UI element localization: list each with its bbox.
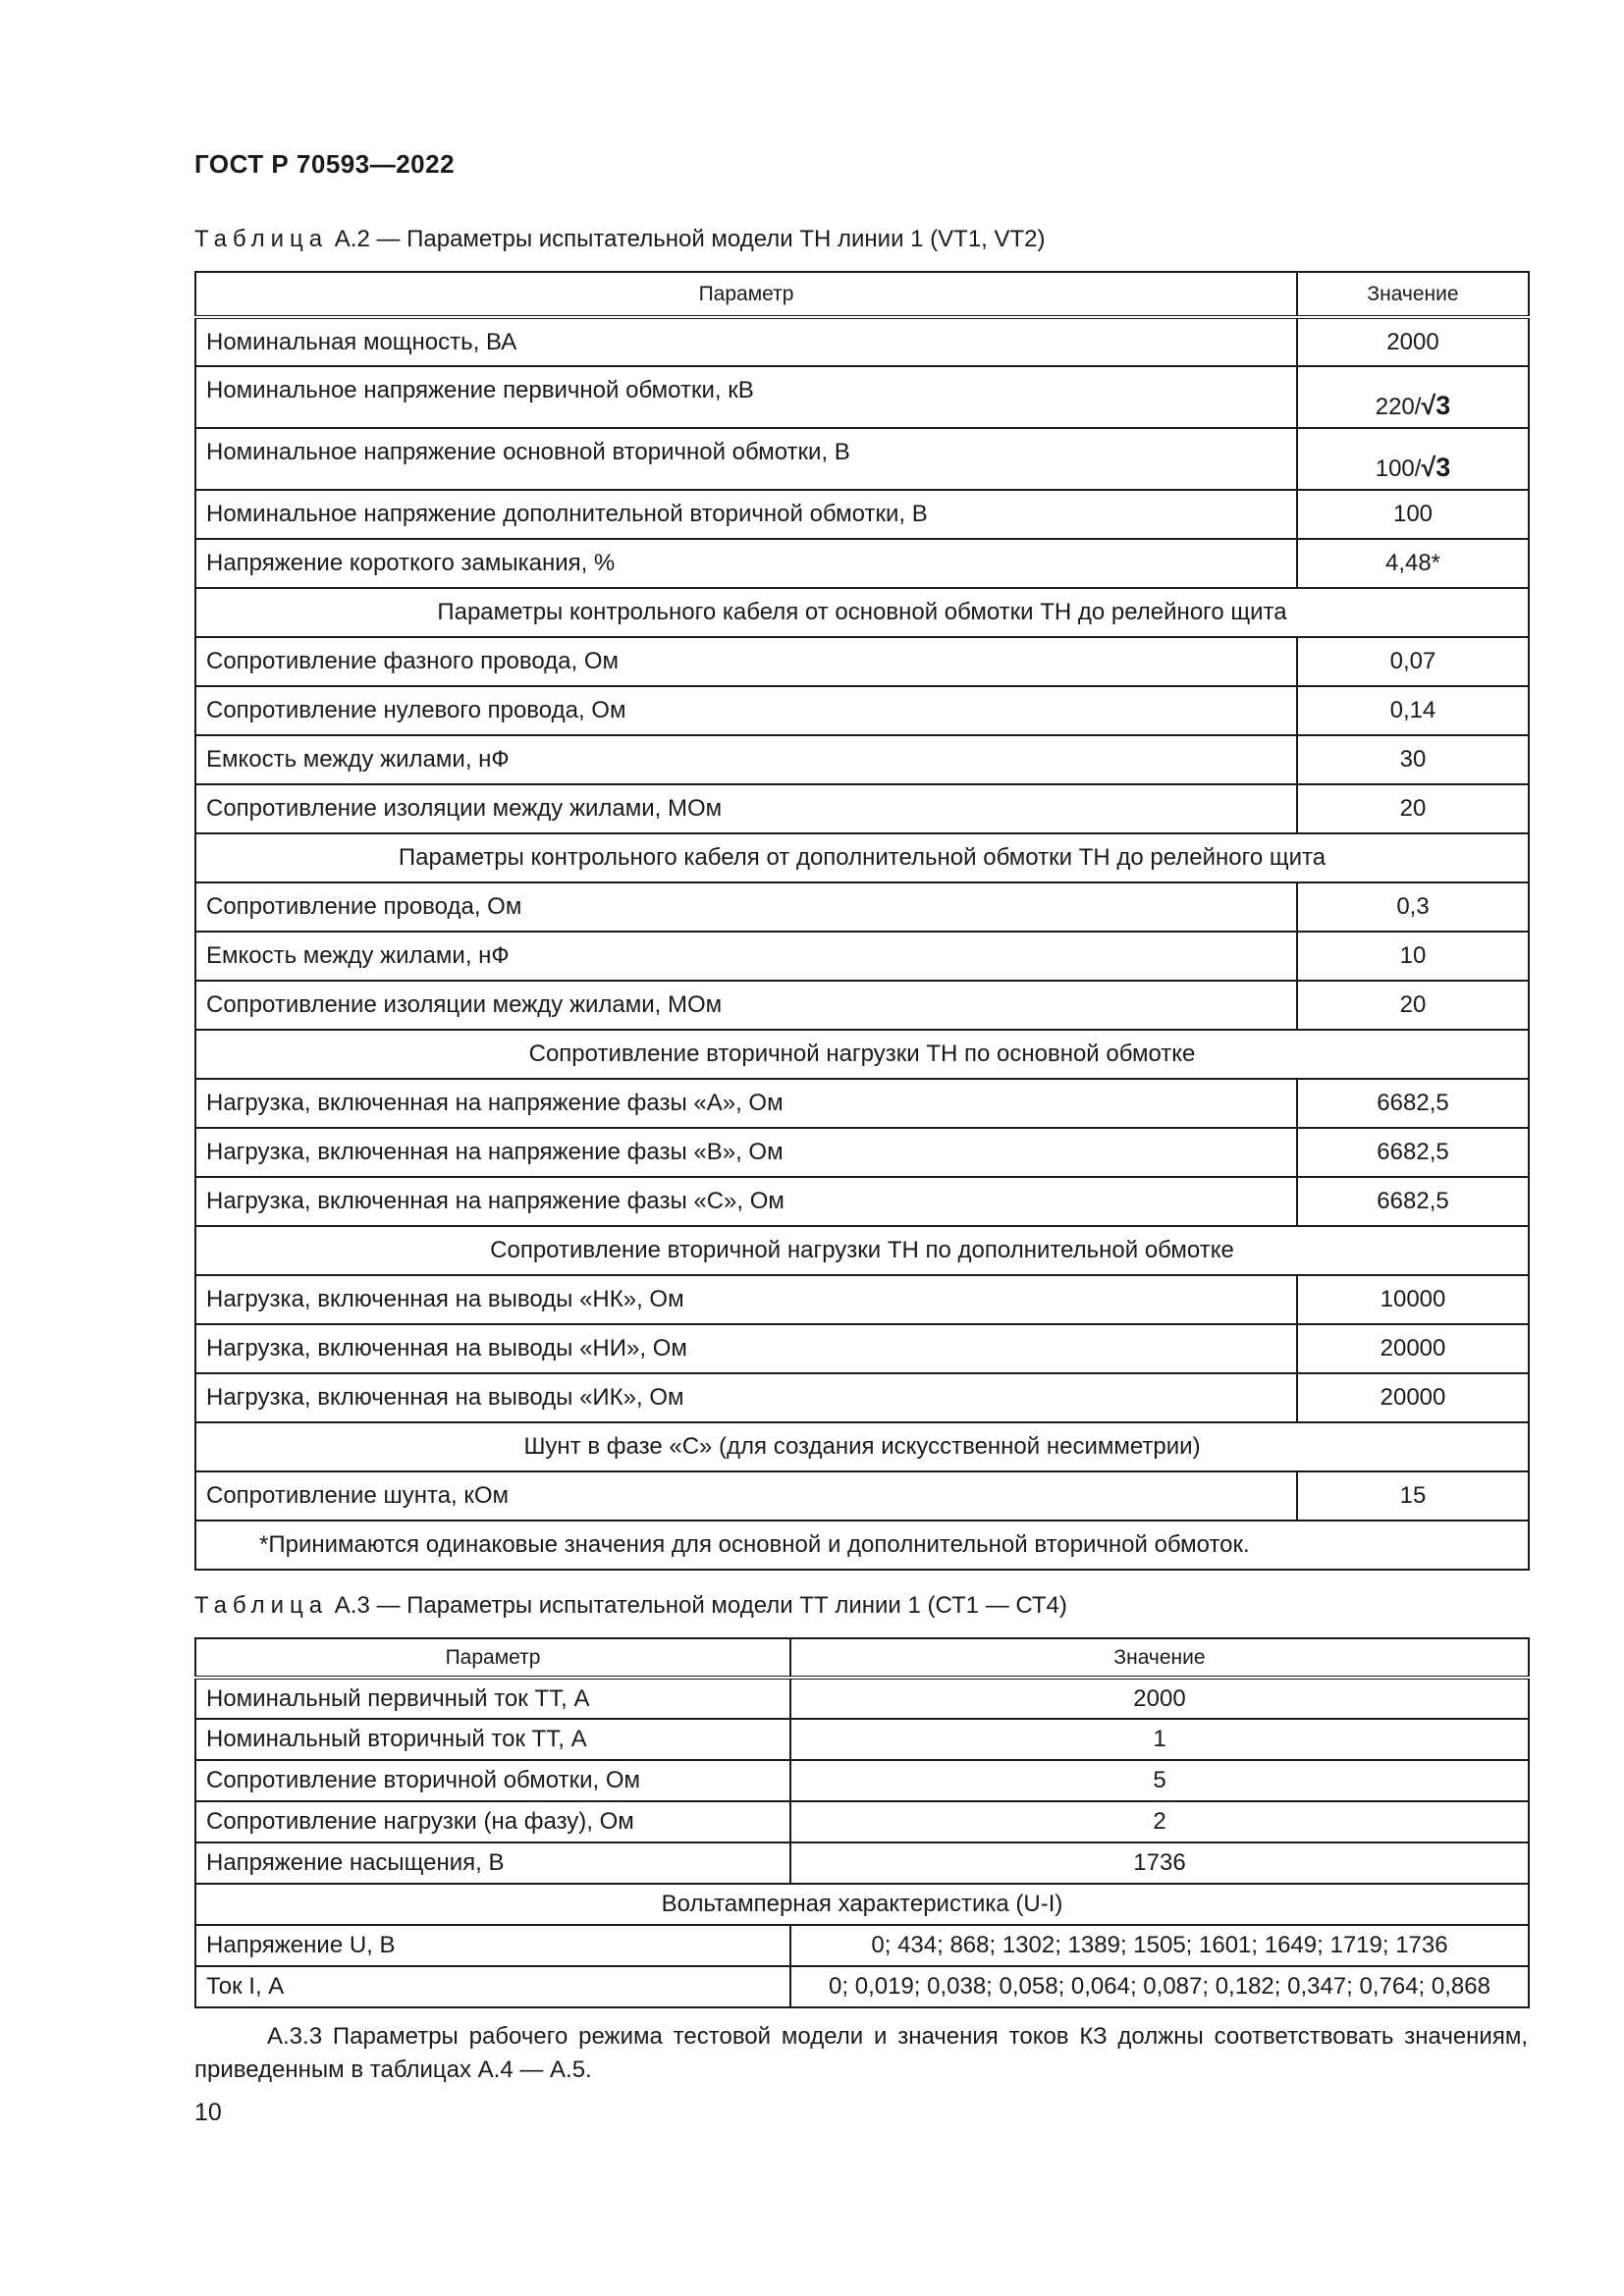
table-row [195,932,1529,981]
table-row [195,1801,1529,1842]
value-cell: 0,14 [1297,686,1529,735]
table-a2-caption [194,226,1046,253]
footnote-row [195,1521,1529,1570]
param-cell: Ток I, А [195,1966,790,2007]
value-prefix: 100/ [1375,455,1422,482]
section-row [195,588,1529,637]
value-cell: 2000 [1297,317,1529,366]
value-cell: 0; 434; 868; 1302; 1389; 1505; 1601; 1649; 1719; 1736 [790,1925,1529,1966]
table-row [195,735,1529,784]
table-a2 [194,271,1530,1571]
value-cell [1297,366,1529,428]
param-cell: Номинальная мощность, ВА [195,317,1297,366]
table-header-row [195,272,1529,317]
param-cell: Нагрузка, включенная на выводы «НИ», Ом [195,1324,1297,1373]
value-cell: 5 [790,1760,1529,1801]
caption-word: Таблица [194,226,329,252]
param-cell: Сопротивление изоляции между жилами, МОм [195,784,1297,833]
value-cell: 10000 [1297,1275,1529,1324]
table-header-row [195,1638,1529,1678]
table-row [195,981,1529,1030]
sqrt-symbol: √3 [1421,391,1451,420]
value-cell: 0; 0,019; 0,038; 0,058; 0,064; 0,087; 0,182; 0,347; 0,764; 0,868 [790,1966,1529,2007]
section-title: Сопротивление вторичной нагрузки ТН по дополнительной обмотке [195,1226,1529,1275]
param-cell: Сопротивление шунта, кОм [195,1471,1297,1521]
param-cell: Сопротивление изоляции между жилами, МОм [195,981,1297,1030]
column-header-param: Параметр [195,272,1297,317]
param-cell: Напряжение короткого замыкания, % [195,539,1297,588]
value-cell: 10 [1297,932,1529,981]
table-row [195,317,1529,366]
value-cell: 4,48* [1297,539,1529,588]
param-cell: Нагрузка, включенная на выводы «ИК», Ом [195,1373,1297,1422]
param-cell: Напряжение U, В [195,1925,790,1966]
table-row [195,882,1529,932]
section-title: Параметры контрольного кабеля от дополнительной обмотки ТН до релейного щита [195,833,1529,882]
table-row [195,539,1529,588]
param-cell: Емкость между жилами, нФ [195,932,1297,981]
param-cell: Номинальное напряжение дополнительной вторичной обмотки, В [195,490,1297,539]
param-cell: Сопротивление провода, Ом [195,882,1297,932]
value-cell: 6682,5 [1297,1177,1529,1226]
table-row [195,784,1529,833]
section-title: Параметры контрольного кабеля от основной обмотки ТН до релейного щита [195,588,1529,637]
table-row [195,637,1529,686]
column-header-value: Значение [1297,272,1529,317]
table-row [195,1128,1529,1177]
sqrt-symbol: √3 [1421,453,1451,482]
caption-word: Таблица [194,1592,329,1619]
section-row [195,1226,1529,1275]
param-cell: Напряжение насыщения, В [195,1842,790,1884]
param-cell: Сопротивление нагрузки (на фазу), Ом [195,1801,790,1842]
table-row [195,1471,1529,1521]
table-row [195,1760,1529,1801]
table-row [195,686,1529,735]
value-cell: 15 [1297,1471,1529,1521]
param-cell: Нагрузка, включенная на выводы «НК», Ом [195,1275,1297,1324]
value-cell: 2 [790,1801,1529,1842]
caption-text: А.3 — Параметры испытательной модели ТТ линии 1 (СТ1 — СТ4) [328,1592,1067,1619]
section-title: Шунт в фазе «С» (для создания искусственной несимметрии) [195,1422,1529,1471]
value-cell: 2000 [790,1678,1529,1719]
document-code: ГОСТ Р 70593—2022 [194,149,456,179]
value-cell: 20000 [1297,1373,1529,1422]
page-number: 10 [194,2099,222,2126]
param-cell: Емкость между жилами, нФ [195,735,1297,784]
table-row [195,1966,1529,2007]
section-title: Сопротивление вторичной нагрузки ТН по основной обмотке [195,1030,1529,1079]
table-row [195,1177,1529,1226]
table-row [195,1842,1529,1884]
param-cell: Номинальный первичный ток ТТ, А [195,1678,790,1719]
section-row [195,1884,1529,1925]
table-row [195,1373,1529,1422]
table-footnote: *Принимаются одинаковые значения для основной и дополнительной вторичной обмоток. [195,1521,1529,1570]
table-row [195,1275,1529,1324]
value-cell: 0,07 [1297,637,1529,686]
value-cell: 20000 [1297,1324,1529,1373]
paragraph-a33: А.3.3 Параметры рабочего режима тестовой модели и значения токов КЗ должны соответствовать значениям, приведенным в таблицах А.4 — А.5. [194,2023,1528,2083]
table-row [195,1925,1529,1966]
table-row [195,1678,1529,1719]
table-row [195,366,1529,428]
param-cell: Сопротивление нулевого провода, Ом [195,686,1297,735]
column-header-param: Параметр [195,1638,790,1678]
value-cell: 1 [790,1719,1529,1760]
param-cell: Нагрузка, включенная на напряжение фазы «А», Ом [195,1079,1297,1128]
value-cell: 6682,5 [1297,1079,1529,1128]
value-prefix: 220/ [1375,394,1422,420]
value-cell: 20 [1297,784,1529,833]
value-cell: 0,3 [1297,882,1529,932]
section-row [195,1422,1529,1471]
caption-text: А.2 — Параметры испытательной модели ТН линии 1 (VT1, VT2) [328,226,1046,252]
table-row [195,490,1529,539]
param-cell: Сопротивление фазного провода, Ом [195,637,1297,686]
param-cell: Нагрузка, включенная на напряжение фазы «С», Ом [195,1177,1297,1226]
table-row [195,428,1529,490]
param-cell: Номинальное напряжение основной вторичной обмотки, В [195,428,1297,490]
column-header-value: Значение [790,1638,1529,1678]
param-cell: Номинальное напряжение первичной обмотки, кВ [195,366,1297,428]
value-cell: 100 [1297,490,1529,539]
value-cell: 30 [1297,735,1529,784]
value-cell: 1736 [790,1842,1529,1884]
table-row [195,1079,1529,1128]
value-cell: 6682,5 [1297,1128,1529,1177]
table-row [195,1719,1529,1760]
value-cell: 20 [1297,981,1529,1030]
section-title: Вольтамперная характеристика (U-I) [195,1884,1529,1925]
section-row [195,833,1529,882]
value-cell [1297,428,1529,490]
param-cell: Нагрузка, включенная на напряжение фазы «В», Ом [195,1128,1297,1177]
section-row [195,1030,1529,1079]
param-cell: Номинальный вторичный ток ТТ, А [195,1719,790,1760]
param-cell: Сопротивление вторичной обмотки, Ом [195,1760,790,1801]
table-row [195,1324,1529,1373]
table-a3-caption [194,1592,1067,1620]
table-a3 [194,1637,1530,2008]
